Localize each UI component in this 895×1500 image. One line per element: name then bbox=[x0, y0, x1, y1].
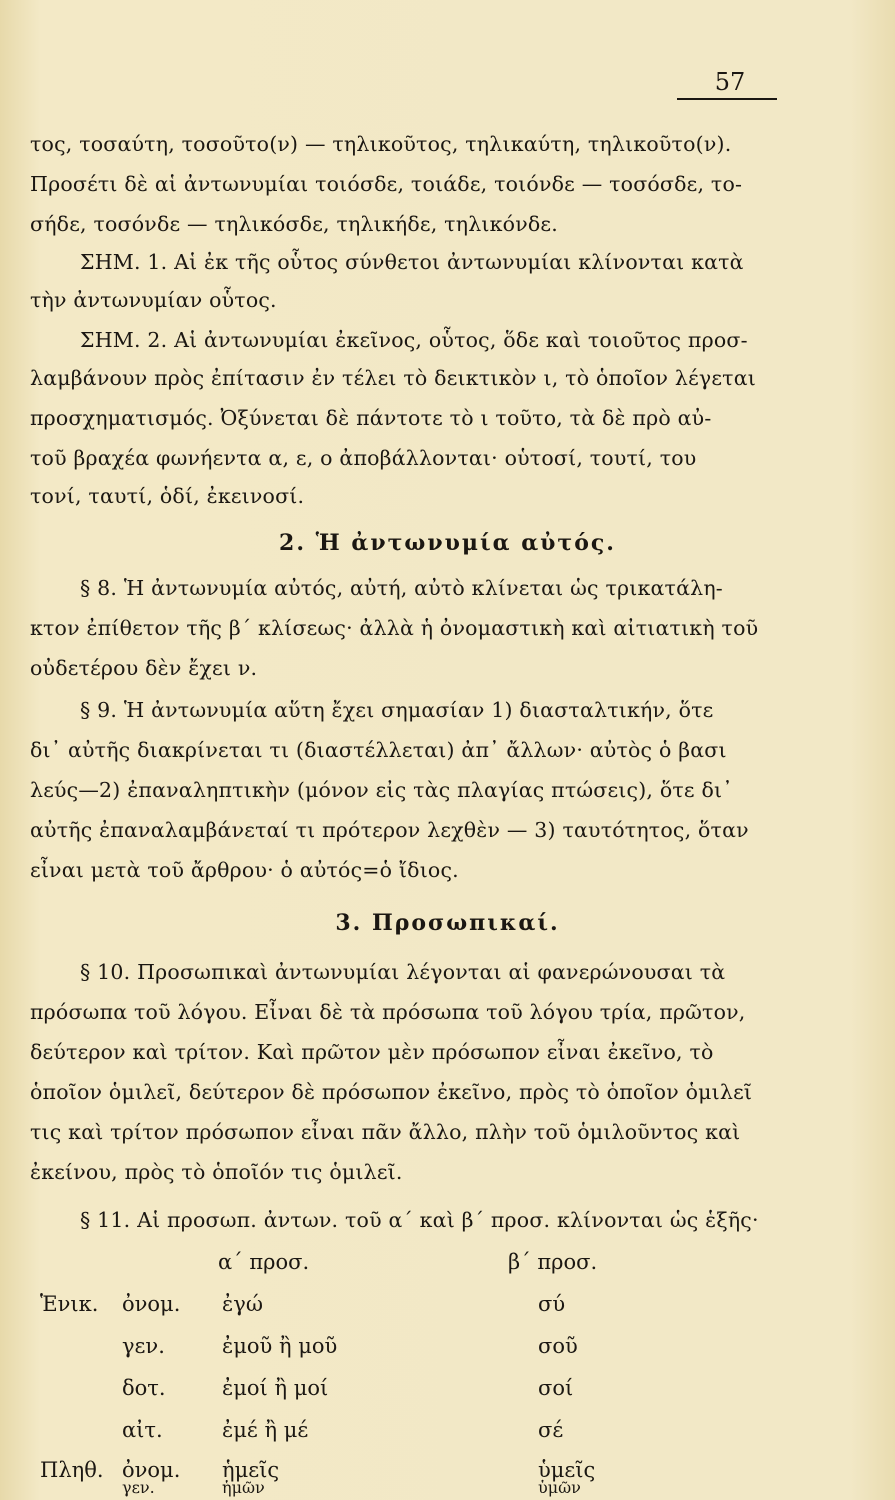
table-form-first: ἐμοῦ ἢ μοῦ bbox=[222, 1334, 338, 1358]
text-line: τις καὶ τρίτον πρόσωπον εἶναι πᾶν ἄλλο, πλὴν τοῦ ὁμιλοῦντος καὶ bbox=[30, 1120, 741, 1144]
header-rule bbox=[677, 98, 777, 100]
table-number: Πληθ. bbox=[40, 1458, 104, 1482]
text-line: δεύτερον καὶ τρίτον. Καὶ πρῶτον μὲν πρόσωπον εἶναι ἐκεῖνο, τὸ bbox=[30, 1040, 714, 1064]
text-line: προσχηματισμός. Ὀξύνεται δὲ πάντοτε τὸ ι τοῦτο, τὰ δὲ πρὸ αὐ- bbox=[30, 406, 712, 430]
table-number: Ἑνικ. bbox=[40, 1292, 99, 1316]
text-line: αὐτῆς ἐπαναλαμβάνεταί τι πρότερον λεχθὲν — 3) ταυτότητος, ὅταν bbox=[30, 818, 749, 842]
table-case: γεν. bbox=[122, 1334, 165, 1358]
table-form-second: σέ bbox=[538, 1418, 564, 1442]
table-form-second: σοῦ bbox=[538, 1334, 578, 1358]
text-line: σήδε, τοσόνδε — τηλικόσδε, τηλικήδε, τηλικόνδε. bbox=[30, 212, 558, 236]
section-heading: 2. Ἡ ἀντωνυμία αὐτός. bbox=[279, 530, 616, 556]
text-line: ΣΗΜ. 1. Αἱ ἐκ τῆς οὗτος σύνθετοι ἀντωνυμίαι κλίνονται κατὰ bbox=[80, 250, 744, 274]
table-case: δοτ. bbox=[122, 1376, 166, 1400]
section-heading: 3. Προσωπικαί. bbox=[335, 910, 560, 936]
text-line: τὴν ἀντωνυμίαν οὗτος. bbox=[30, 288, 277, 312]
page-number: 57 bbox=[714, 68, 746, 96]
text-line: οὐδετέρου δὲν ἔχει ν. bbox=[30, 656, 258, 680]
text-line: § 8. Ἡ ἀντωνυμία αὐτός, αὐτή, αὐτὸ κλίνεται ὡς τρικατάλη- bbox=[80, 576, 723, 600]
table-case: γεν. bbox=[122, 1478, 155, 1497]
table-form-second: σοί bbox=[538, 1376, 574, 1400]
text-line: λεύς—2) ἐπαναληπτικὴν (μόνον εἰς τὰς πλαγίας πτώσεις), ὅτε δι᾽ bbox=[30, 778, 733, 802]
text-line: τονί, ταυτί, ὁδί, ἐκεινοσί. bbox=[30, 484, 305, 508]
text-line: ἐκείνου, πρὸς τὸ ὁποῖόν τις ὁμιλεῖ. bbox=[30, 1160, 403, 1184]
table-form-first: ἐγώ bbox=[222, 1292, 263, 1316]
text-line: κτον ἐπίθετον τῆς β΄ κλίσεως· ἀλλὰ ἡ ὀνομαστικὴ καὶ αἰτιατικὴ τοῦ bbox=[30, 616, 759, 640]
text-line: πρόσωπα τοῦ λόγου. Εἶναι δὲ τὰ πρόσωπα τοῦ λόγου τρία, πρῶτον, bbox=[30, 1000, 746, 1024]
text-line: τος, τοσαύτη, τοσοῦτο(ν) — τηλικοῦτος, τηλικαύτη, τηλικοῦτο(ν). bbox=[30, 132, 732, 156]
text-line: τοῦ βραχέα φωνήεντα α, ε, ο ἀποβάλλονται· οὑτοσί, τουτί, του bbox=[30, 446, 697, 470]
table-form-first: ἐμέ ἢ μέ bbox=[222, 1418, 309, 1442]
text-line: λαμβάνουν πρὸς ἐπίτασιν ἐν τέλει τὸ δεικτικὸν ι, τὸ ὁποῖον λέγεται bbox=[30, 366, 756, 390]
table-form-second: ὑμῶν bbox=[538, 1478, 581, 1497]
table-form-first: ἐμοί ἢ μοί bbox=[222, 1376, 329, 1400]
text-line: ὁποῖον ὁμιλεῖ, δεύτερον δὲ πρόσωπον ἐκεῖνο, πρὸς τὸ ὁποῖον ὁμιλεῖ bbox=[30, 1080, 753, 1104]
text-line: § 9. Ἡ ἀντωνυμία αὕτη ἔχει σημασίαν 1) διασταλτικήν, ὅτε bbox=[80, 698, 714, 722]
table-case: ὀνομ. bbox=[122, 1458, 181, 1482]
table-form-first: ἡμῶν bbox=[222, 1478, 265, 1497]
text-line: εἶναι μετὰ τοῦ ἄρθρου· ὁ αὐτός=ὁ ἴδιος. bbox=[30, 858, 459, 882]
table-form-second: σύ bbox=[538, 1292, 566, 1316]
text-line: § 11. Αἱ προσωπ. ἀντων. τοῦ α΄ καὶ β΄ προσ. κλίνονται ὡς ἑξῆς· bbox=[80, 1208, 759, 1232]
table-case: αἰτ. bbox=[122, 1418, 163, 1442]
table-header-first-person: α΄ προσ. bbox=[218, 1250, 310, 1274]
text-line: § 10. Προσωπικαὶ ἀντωνυμίαι λέγονται αἱ φανερώνουσαι τὰ bbox=[80, 960, 726, 984]
table-form-first: ἡμεῖς bbox=[222, 1458, 280, 1482]
text-line: δι᾽ αὐτῆς διακρίνεται τι (διαστέλλεται) ἀπ᾽ ἄλλων· αὐτὸς ὁ βασι bbox=[30, 738, 727, 762]
table-case: ὀνομ. bbox=[122, 1292, 181, 1316]
table-header-second-person: β΄ προσ. bbox=[508, 1250, 598, 1274]
text-line: ΣΗΜ. 2. Αἱ ἀντωνυμίαι ἐκεῖνος, οὗτος, ὅδε καὶ τοιοῦτος προσ- bbox=[80, 328, 748, 352]
text-line: Προσέτι δὲ αἱ ἀντωνυμίαι τοιόσδε, τοιάδε, τοιόνδε — τοσόσδε, το- bbox=[30, 172, 743, 196]
table-form-second: ὑμεῖς bbox=[538, 1458, 596, 1482]
